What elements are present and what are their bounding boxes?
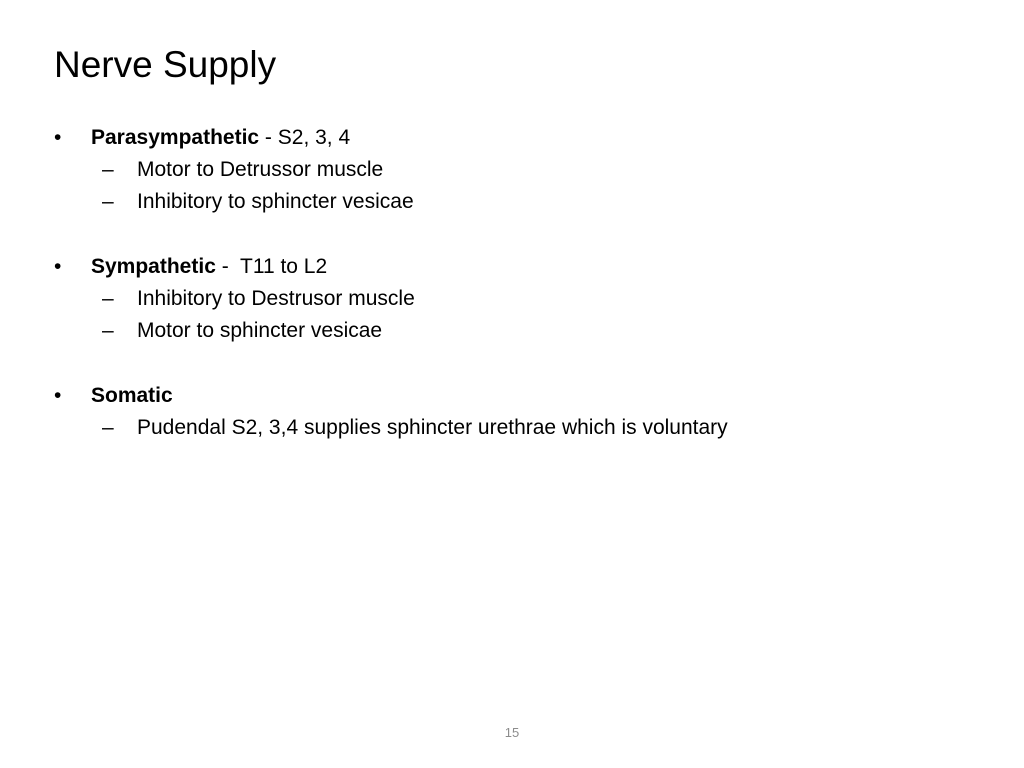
bullet-detail: - T11 to L2: [215, 255, 328, 278]
sub-bullet-text: Inhibitory to Destrusor muscle: [137, 287, 415, 310]
sub-bullet: [54, 186, 954, 218]
sub-bullet-text: Inhibitory to sphincter vesicae: [137, 190, 414, 213]
sub-bullet: [54, 412, 954, 444]
sub-bullet: [54, 154, 954, 186]
bullet-somatic: [54, 380, 954, 412]
bullet-marker: •: [54, 255, 62, 278]
sub-bullet-text: Motor to Detrussor muscle: [137, 158, 384, 181]
slide-content: [54, 122, 954, 444]
dash-marker: –: [102, 319, 114, 342]
sub-bullet-text: Motor to sphincter vesicae: [137, 319, 383, 342]
section-gap: [54, 347, 954, 380]
bullet-heading: Somatic: [91, 384, 173, 407]
bullet-heading: Parasympathetic: [91, 126, 260, 149]
sub-bullet: [54, 315, 954, 347]
bullet-heading: Sympathetic: [91, 255, 216, 278]
dash-marker: –: [102, 287, 114, 310]
bullet-sympathetic: [54, 251, 954, 283]
sub-bullet: [54, 283, 954, 315]
slide-title: Nerve Supply: [54, 44, 277, 85]
sub-bullet-text: Pudendal S2, 3,4 supplies sphincter urethrae which is voluntary: [137, 416, 728, 439]
dash-marker: –: [102, 416, 114, 439]
dash-marker: –: [102, 158, 114, 181]
dash-marker: –: [102, 190, 114, 213]
section-gap: [54, 218, 954, 251]
bullet-marker: •: [54, 384, 62, 407]
bullet-detail: - S2, 3, 4: [259, 126, 351, 149]
bullet-marker: •: [54, 126, 62, 149]
bullet-parasympathetic: [54, 122, 954, 154]
page-number: 15: [504, 725, 520, 740]
